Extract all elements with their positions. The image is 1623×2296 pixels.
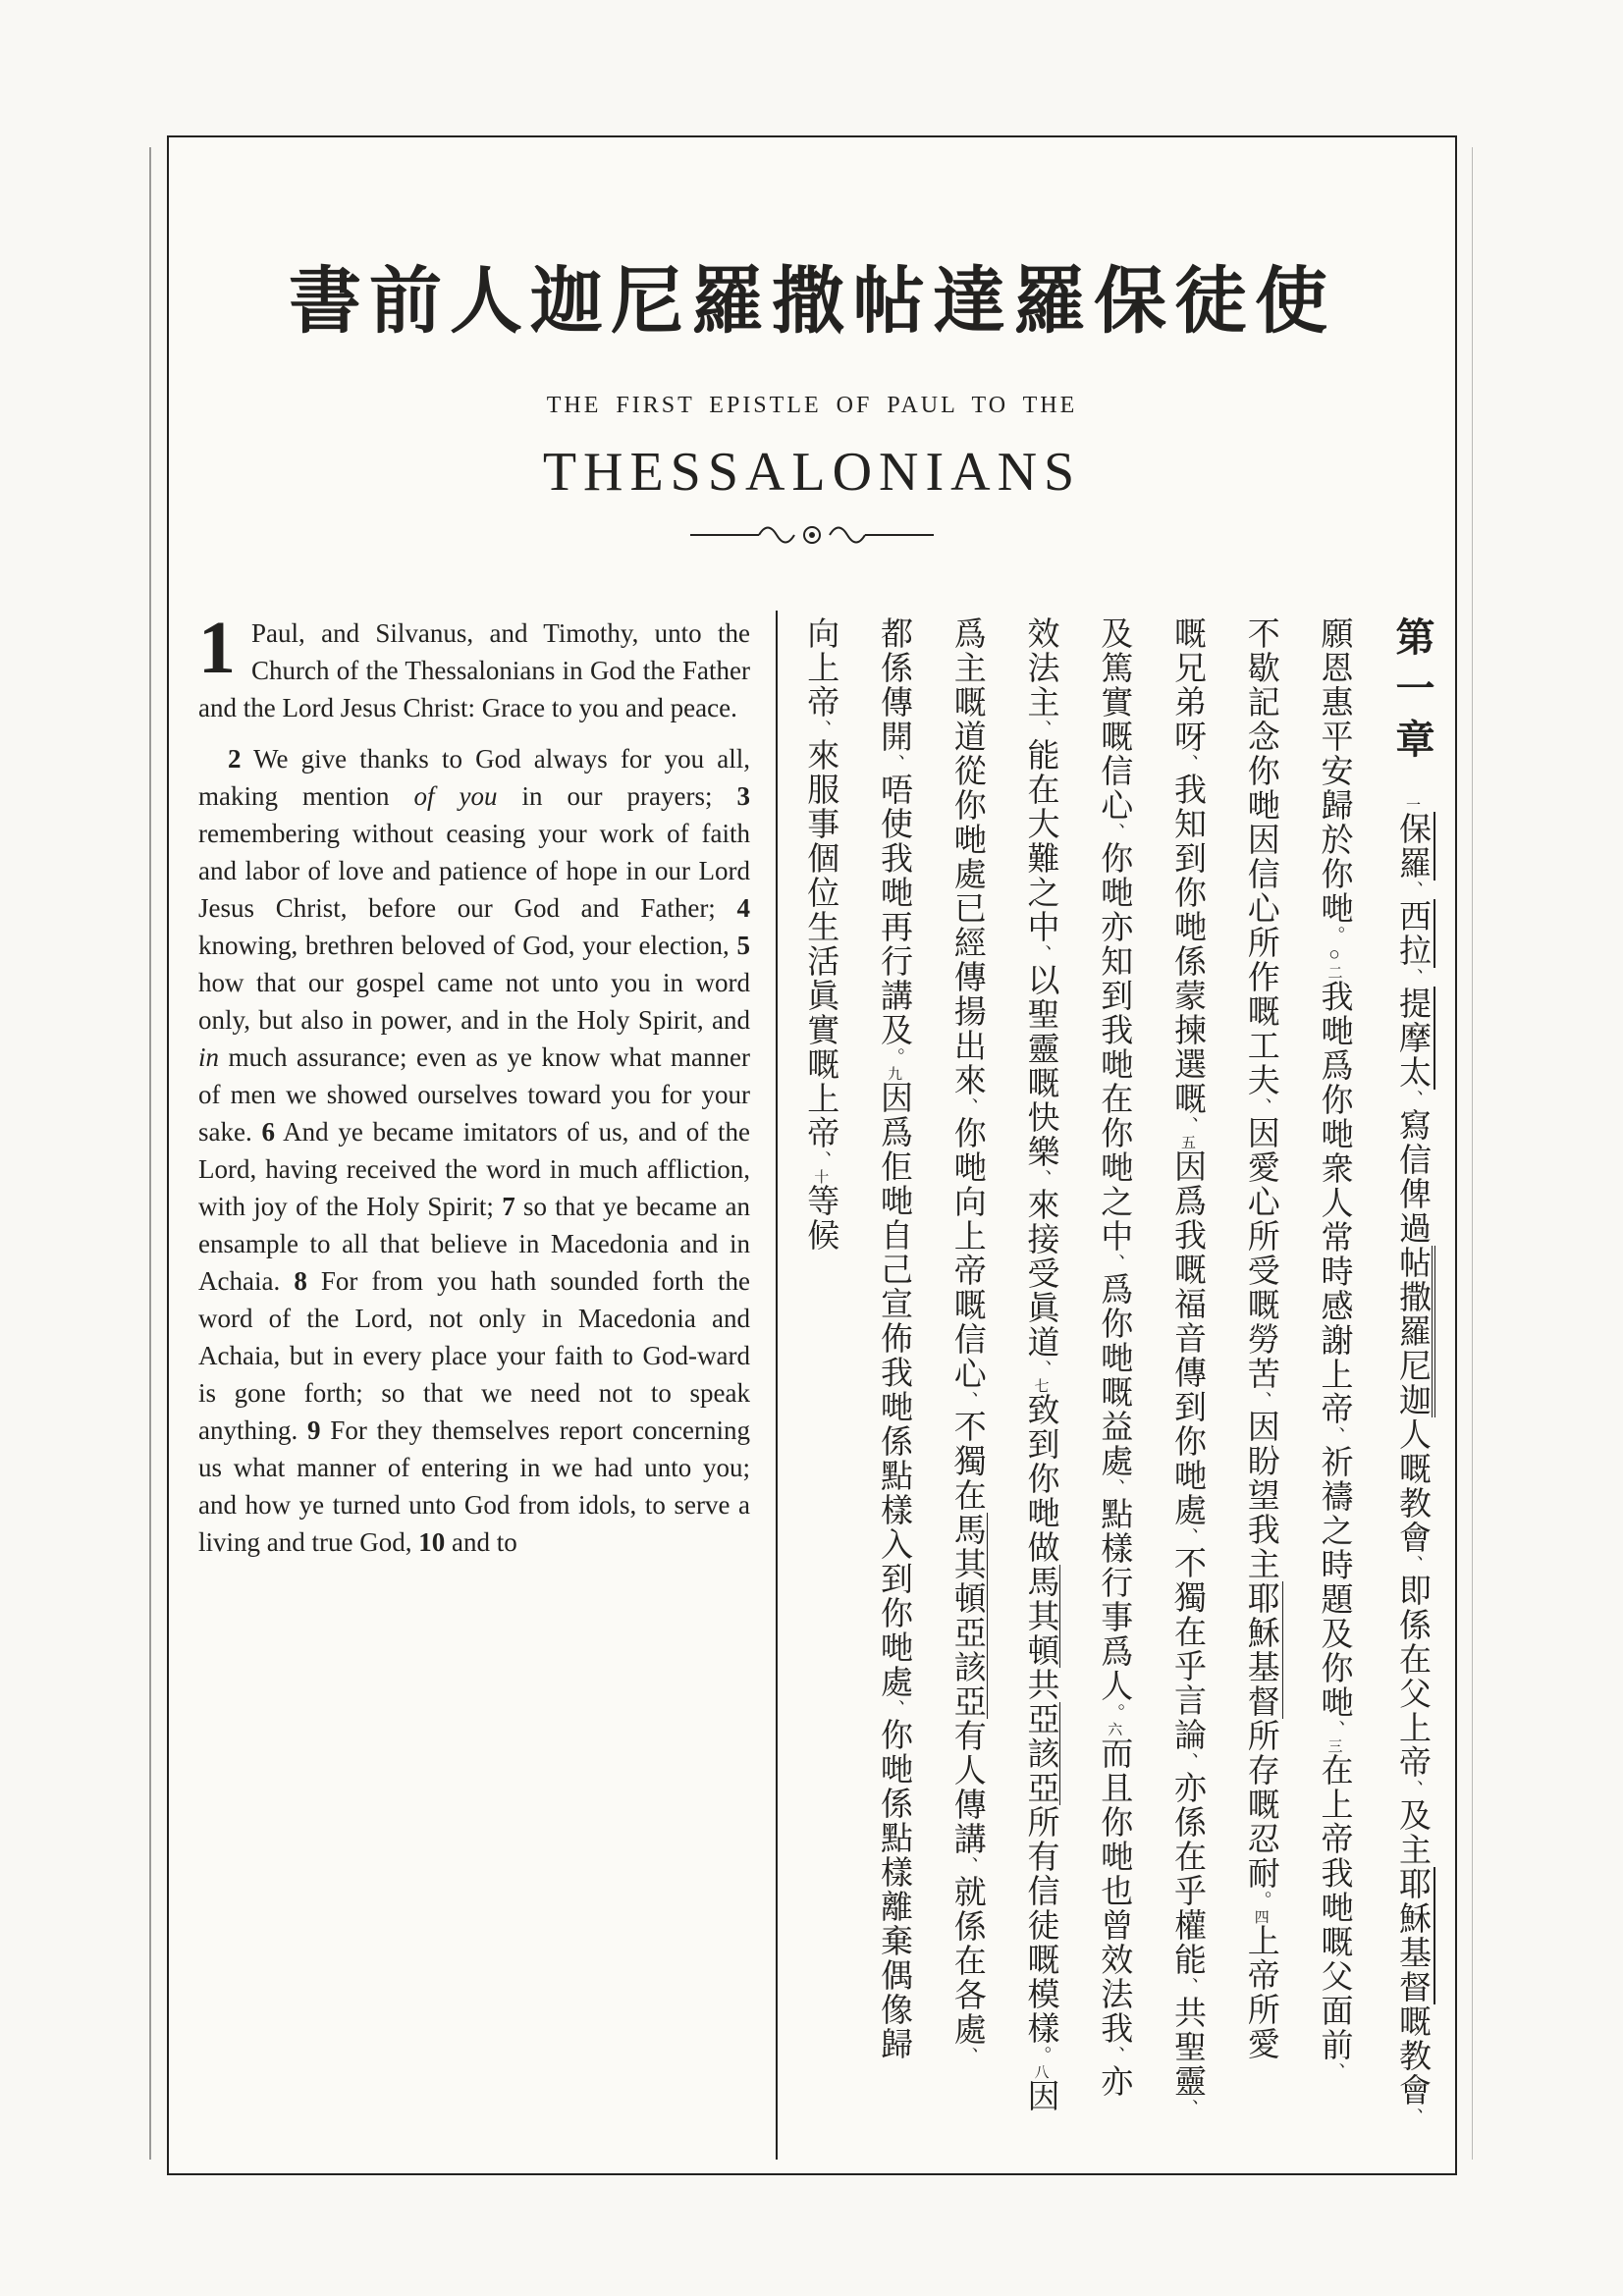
cjk-punctuation: 。	[1324, 926, 1345, 944]
place-name-mark: 馬其頓	[1022, 1565, 1062, 1668]
cjk-punctuation: 、	[1104, 1478, 1125, 1497]
cjk-punctuation: 、	[883, 754, 904, 773]
cjk-punctuation: ○	[1324, 944, 1345, 965]
person-name-mark: 保羅	[1394, 812, 1435, 881]
cjk-punctuation: 、	[1402, 1555, 1423, 1574]
cjk-punctuation: 、	[1250, 1097, 1271, 1116]
cjk-punctuation: 。	[1250, 1891, 1271, 1909]
chinese-column: 效法主、能在大難之中、以聖靈嘅快樂、來接受眞道、七致到你哋做馬其頓共亞該亞所有信徒嘅模樣。八因	[1017, 616, 1062, 2152]
wavy-rule-icon	[684, 521, 940, 549]
cjk-punctuation: 、	[1030, 720, 1052, 738]
cjk-punctuation: 、	[1324, 2062, 1345, 2081]
cjk-punctuation: 、	[1176, 1116, 1198, 1135]
scan-edge-line-left	[149, 147, 151, 2160]
cjk-punctuation: 、	[1176, 2099, 1198, 2117]
place-name-mark: 亞該亞	[949, 1616, 990, 1719]
cjk-punctuation: 、	[956, 1097, 978, 1116]
person-name-mark: 西拉	[1394, 899, 1435, 968]
verse-text: Paul, and Silvanus, and Timothy, unto the Church of the Thessalonians in God the Father and the Lord Jesus Christ: Grace to you and peace.	[198, 618, 750, 722]
verse-number-marker: 一	[1404, 797, 1420, 812]
chinese-column: 不歇記念你哋因信心所作嘅工夫、因愛心所受嘅勞苦、因盼望我主耶穌基督所存嘅忍耐。四上帝所愛	[1238, 616, 1283, 2152]
cjk-punctuation: 、	[1402, 1090, 1423, 1108]
verse-text: 2 We give thanks to God always for you all, making mention of you in our prayers; 3 remembering without ceasing your work of faith and labor of love and patience of hope in our Lord Jesus Christ, before our God and Father; 4 knowing, brethren beloved of God, your election, 5 how that our gospel came not unto you in word only, but also in power, and in the Holy Spirit, and in much assurance; even as ye know what manner of men we showed ourselves toward you for your sake. 6 And ye became imitators of us, and of the Lord, having received the word in much affliction, with joy of the Holy Spirit; 7 so that ye became an ensample to all that believe in Macedonia and in Achaia. 8 For from you hath sounded forth the word of the Lord, not only in Macedonia and Achaia, but in every place your faith to God-ward is gone forth; so that we need not to speak anything. 9 For they themselves report concerning us what manner of entering in we had unto you; and how ye turned unto God from idols, to serve a living and true God, 10 and to	[198, 744, 751, 1557]
cjk-punctuation: 。	[1030, 2046, 1052, 2064]
chinese-column: 都係傳開、唔使我哋再行講及。九因爲佢哋自己宣佈我哋係點樣入到你哋處、你哋係點樣離棄偶像歸	[875, 616, 911, 2061]
cjk-punctuation: 、	[1030, 1169, 1052, 1188]
cjk-punctuation: 、	[1030, 944, 1052, 963]
cjk-punctuation: 、	[1402, 1780, 1423, 1798]
ornament-divider	[169, 521, 1455, 554]
english-paragraph	[198, 611, 750, 726]
chinese-column: 爲主嘅道從你哋處已經傳揚出來、你哋向上帝嘅信心、不獨在馬其頓亞該亞有人傳講、就係在各處、	[945, 616, 990, 2152]
place-name-mark: 帖撒羅尼迦	[1394, 1246, 1435, 1417]
verse-number-marker: 二	[1325, 965, 1342, 980]
english-title: THESSALONIANS	[542, 442, 1082, 503]
chinese-column: 及篤實嘅信心、你哋亦知到我哋在你哋之中、爲你哋嘅益處、點樣行事爲人。六而且你哋也曾效法我、亦	[1096, 616, 1132, 2099]
cjk-punctuation: 、	[1104, 2046, 1125, 2064]
cjk-punctuation: 、	[810, 1150, 832, 1169]
cjk-punctuation: 、	[1104, 1254, 1125, 1272]
cjk-punctuation: 、	[1402, 2108, 1423, 2126]
page-frame	[167, 135, 1457, 2175]
english-subtitle: THE FIRST EPISTLE OF PAUL TO THE	[546, 393, 1078, 418]
chinese-column: 第一章一保羅、西拉、提摩太、寫信俾過帖撒羅尼迦人嘅教會、即係在父上帝、及主耶穌基督嘅教會、	[1390, 616, 1434, 2126]
chinese-column: 向上帝、來服事個位生活眞實嘅上帝、十等候	[802, 616, 839, 1253]
verse-number-marker: 九	[885, 1066, 901, 1081]
cjk-punctuation: 、	[1176, 1527, 1198, 1546]
two-column-body	[169, 611, 1455, 2160]
verse-number-marker: 四	[1252, 1909, 1269, 1924]
place-name-mark: 馬其頓	[949, 1513, 990, 1616]
cjk-punctuation: 、	[1250, 1391, 1271, 1410]
cjk-punctuation: 、	[883, 1699, 904, 1718]
verse-number-marker: 五	[1178, 1135, 1195, 1149]
verse-number-marker: 三	[1325, 1738, 1342, 1753]
person-name-mark: 耶穌基督	[1394, 1867, 1435, 2004]
cjk-punctuation: 。	[883, 1047, 904, 1066]
cjk-punctuation: 、	[1324, 1426, 1345, 1445]
cjk-punctuation: 、	[1324, 1720, 1345, 1738]
cjk-punctuation: 、	[810, 720, 832, 738]
cjk-punctuation: 。	[1104, 1703, 1125, 1722]
verse-number-marker: 八	[1032, 2064, 1049, 2079]
scan-edge-line-right	[1472, 147, 1473, 2160]
verse-number-marker: 六	[1106, 1722, 1122, 1736]
chinese-column: 願恩惠平安歸於你哋。○二我哋爲你哋衆人常時感謝上帝、祈禱之時題及你哋、三在上帝我哋嘅父面前、	[1316, 616, 1352, 2081]
verse-number-marker: 十	[812, 1169, 829, 1184]
chinese-column: 嘅兄弟呀、我知到你哋係蒙揀選嘅、五因爲我嘅福音傳到你哋處、不獨在乎言論、亦係在乎權能、共聖靈、	[1168, 616, 1205, 2117]
cjk-punctuation: 、	[1030, 1360, 1052, 1378]
cjk-punctuation: 、	[956, 2047, 978, 2065]
cjk-punctuation: 、	[1104, 823, 1125, 841]
person-name-mark: 耶穌基督	[1243, 1581, 1283, 1719]
cjk-punctuation: 、	[1176, 1977, 1198, 1996]
verse-number-marker: 七	[1032, 1378, 1049, 1393]
person-name-mark: 提摩太	[1394, 987, 1435, 1090]
cjk-punctuation: 、	[1176, 754, 1198, 773]
chinese-title: 書前人迦尼羅撒帖達羅保徒使	[289, 262, 1335, 343]
cjk-punctuation: 、	[1176, 1752, 1198, 1771]
chinese-text-area	[778, 611, 1455, 2160]
cjk-punctuation: 、	[956, 1856, 978, 1875]
cjk-punctuation: 、	[1402, 881, 1423, 899]
drop-cap-verse-number: 1	[198, 611, 236, 689]
chapter-heading: 第一章	[1390, 616, 1434, 770]
cjk-punctuation: 、	[1402, 968, 1423, 987]
place-name-mark: 亞該亞	[1022, 1702, 1062, 1805]
cjk-punctuation: 、	[956, 1391, 978, 1410]
english-text-column	[169, 611, 776, 2160]
english-paragraph	[198, 740, 750, 1561]
